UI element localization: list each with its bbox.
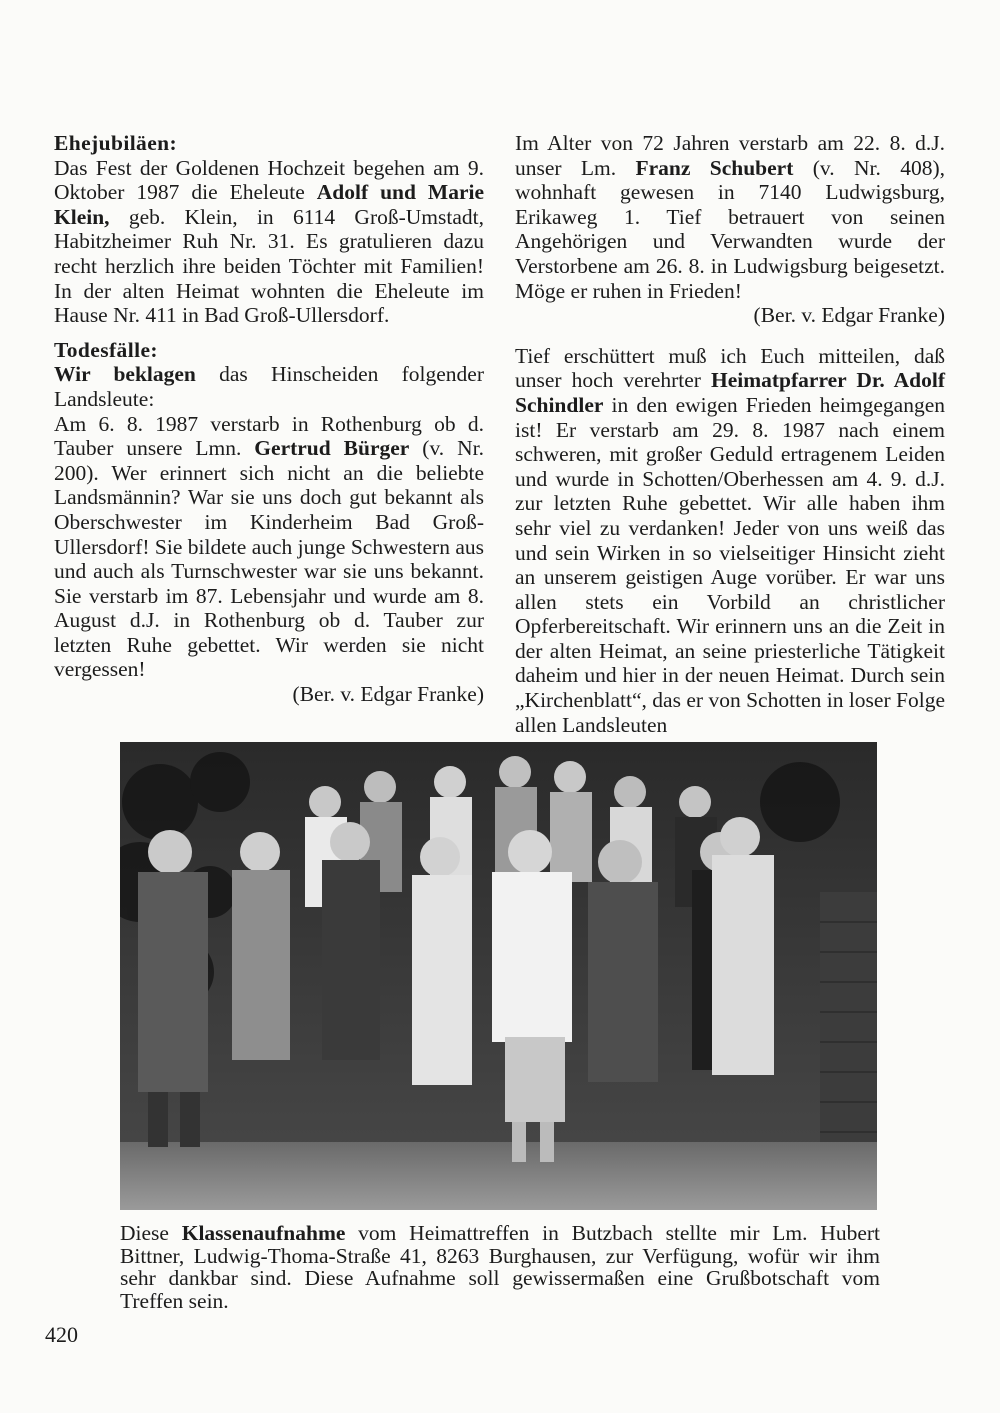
- jubilee-text: Das Fest der Goldenen Hochzeit begehen am 9. Oktober 1987 die Eheleute: [54, 155, 484, 205]
- death3-text: Tief erschüttert muß ich Euch mitteilen, daß unser hoch verehrter: [515, 343, 945, 393]
- death2-signature: (Ber. v. Edgar Franke): [753, 303, 945, 328]
- heading-deaths: Todesfälle:: [54, 337, 158, 362]
- death2-text: Im Alter von 72 Jahren verstarb am 22. 8. d.J. unser Lm.: [515, 131, 945, 180]
- caption-text-cont: vom Heimattreffen in Butzbach stellte mir Lm. Hubert Bittner, Ludwig-Thoma-Straße 41, 8263 Burghausen, zur Verfügung, wofür wir ihm sehr dankbar sind. Diese Aufnahme soll gewissermaßen eine Grußbotschaft vom Treffen sein.: [120, 1221, 881, 1313]
- jubilee-text-cont: geb. Klein, in 6114 Groß-Umstadt, Habitzheimer Ruh Nr. 31. Es gratulieren dazu recht herzlich ihre beiden Töchter mit Familien! In der alten Heimat wohnten die Eheleute im Hause Nr. 411 in Bad Groß-Ullersdorf.: [54, 204, 484, 328]
- page-number: 420: [45, 1322, 78, 1347]
- right-column: [515, 131, 945, 737]
- left-column: [54, 131, 484, 707]
- jubilee-names: Adolf und Marie Klein,: [54, 180, 484, 229]
- jubilee-paragraph: [54, 156, 484, 328]
- death2-name: Franz Schubert: [635, 155, 794, 180]
- death3-paragraph: [515, 344, 945, 738]
- death3-name: Heimatpfarrer Dr. Adolf Schindler: [515, 368, 945, 417]
- death1-text: Am 6. 8. 1987 verstarb in Rothenburg ob d. Tauber unsere Lmn.: [54, 411, 484, 461]
- death2-paragraph: [515, 131, 945, 303]
- death1-text-cont: (v. Nr. 200). Wer erinnert sich nicht an die beliebte Landsmännin? War sie uns doch gut bekannt als Oberschwester im Kinderheim Bad Groß-Ullersdorf! Sie bildete auch junge Schwestern aus und auch als Turnschwester war sie uns bekannt. Sie verstarb im 87. Lebensjahr und wurde am 8. August d.J. in Rothenburg ob d. Tauber zur letzten Ruhe gebettet. Wir werden sie nicht vergessen!: [54, 436, 484, 682]
- death3-text-cont: in den ewigen Frieden heimgegangen ist! Er verstarb am 29. 8. 1987 nach einem schweren, mit großer Geduld ertragenem Leiden und wurde in Schotten/Oberhessen am 4. 9. d.J. zur letzten Ruhe gebettet. Wir alle haben ihm sehr viel zu verdanken! Jeder von uns weiß das und sein Wirken in so vielseitiger Hinsicht zieht an unserem geistigen Auge vorüber. Er war uns allen stets ein Vorbild an christlicher Opferbereitschaft. Wir erinnern uns an die Zeit in der alten Heimat, an seine priesterliche Tätigkeit daheim und hier in der neuen Heimat. Durch sein „Kirchenblatt“, das er von Schotten in loser Folge allen Landsleuten: [515, 392, 945, 737]
- death1-signature: (Ber. v. Edgar Franke): [292, 682, 484, 707]
- photo-caption: [120, 1222, 880, 1312]
- death1-paragraph: [54, 412, 484, 683]
- caption-bold: Klassenaufnahme: [181, 1221, 346, 1245]
- deaths-text: das Hinscheiden folgender Landsleute:: [54, 362, 484, 411]
- deaths-intro: [54, 362, 484, 411]
- group-photo-image: [120, 742, 877, 1210]
- deaths-bold: Wir beklagen: [54, 362, 196, 387]
- death2-signature-line: [515, 303, 945, 328]
- death1-name: Gertrud Bürger: [254, 436, 410, 461]
- caption-text: Diese: [120, 1221, 182, 1245]
- death2-text-cont: (v. Nr. 408), wohnhaft gewesen in 7140 Ludwigsburg, Erikaweg 1. Tief betrauert von seinen Angehörigen und Verwandten wurde der Verstorbene am 26. 8. in Ludwigsburg beigesetzt. Möge er ruhen in Frieden!: [515, 155, 945, 303]
- death1-signature-line: [54, 682, 484, 707]
- heading-jubilee: Ehejubiläen:: [54, 131, 178, 155]
- group-photo: [120, 742, 877, 1210]
